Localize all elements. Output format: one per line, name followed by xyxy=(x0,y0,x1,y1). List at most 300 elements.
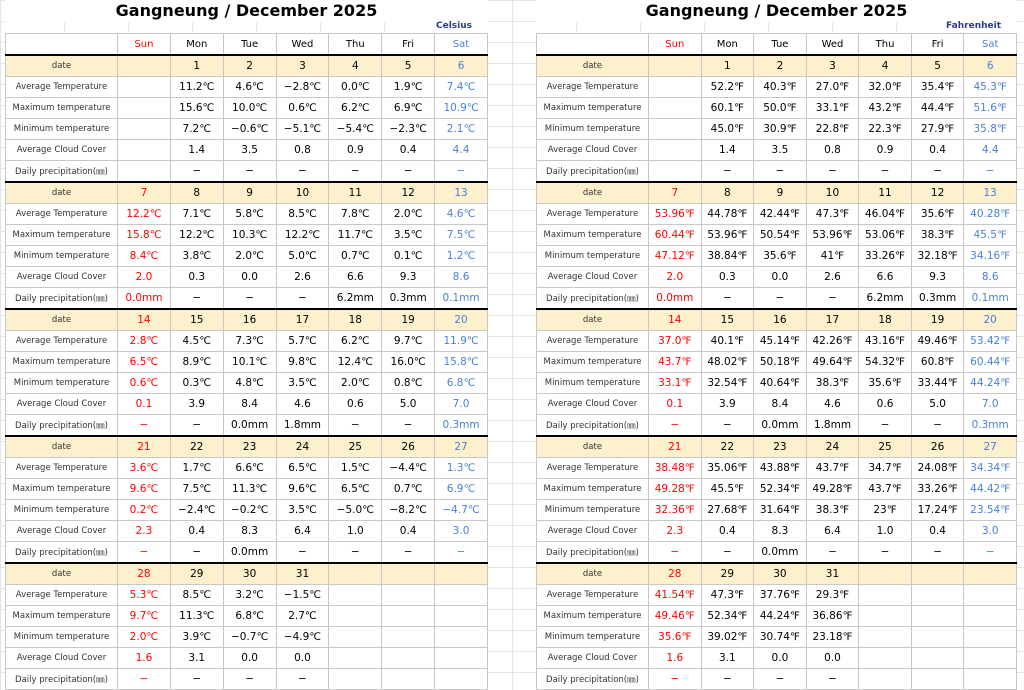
value-cell: 10.9℃ xyxy=(435,98,488,119)
value-cell: 10.0℃ xyxy=(223,98,276,119)
value-cell: − xyxy=(701,669,754,690)
value-cell: 38.3℉ xyxy=(911,225,964,246)
value-cell: 10.1℃ xyxy=(223,352,276,373)
value-cell: 7.5℃ xyxy=(435,225,488,246)
date-cell: 6 xyxy=(964,55,1017,77)
value-cell: 11.3℃ xyxy=(170,606,223,627)
min-temp-row xyxy=(537,246,1017,267)
value-cell: −2.3℃ xyxy=(382,119,435,140)
max-temp-row xyxy=(6,98,488,119)
value-cell: 0.0 xyxy=(276,648,329,669)
header-corner-cell xyxy=(6,34,118,56)
row-label: Minimum temperature xyxy=(6,373,118,394)
value-cell: 60.44℉ xyxy=(964,352,1017,373)
value-cell: 49.28℉ xyxy=(806,479,859,500)
value-cell: 6.6 xyxy=(859,267,912,288)
row-label: Maximum temperature xyxy=(537,98,649,119)
value-cell: − xyxy=(754,669,807,690)
value-cell: 32.18℉ xyxy=(911,246,964,267)
value-cell: 0.1 xyxy=(649,394,702,415)
weekday-header-cell: Sat xyxy=(964,34,1017,56)
date-cell: 21 xyxy=(649,436,702,458)
value-cell xyxy=(118,98,171,119)
value-cell: 44.24℉ xyxy=(754,606,807,627)
value-cell: 0.4 xyxy=(701,521,754,542)
value-cell: 2.0 xyxy=(118,267,171,288)
avg-temp-row xyxy=(537,77,1017,98)
date-cell: 29 xyxy=(701,563,754,585)
min-temp-row xyxy=(537,500,1017,521)
value-cell: 0.0mm xyxy=(118,288,171,310)
value-cell xyxy=(435,606,488,627)
value-cell: 6.9℃ xyxy=(382,98,435,119)
weekday-header-row xyxy=(6,34,488,56)
value-cell: 41.54℉ xyxy=(649,585,702,606)
row-label: Maximum temperature xyxy=(537,352,649,373)
value-cell: 0.4 xyxy=(911,521,964,542)
value-cell: 49.28℉ xyxy=(649,479,702,500)
value-cell: 6.8℃ xyxy=(223,606,276,627)
value-cell: − xyxy=(859,161,912,183)
value-cell: 0.7℃ xyxy=(382,479,435,500)
value-cell: − xyxy=(170,542,223,564)
row-label: Maximum temperature xyxy=(6,352,118,373)
value-cell: 6.4 xyxy=(806,521,859,542)
value-cell: 1.9℃ xyxy=(382,77,435,98)
value-cell: − xyxy=(118,669,171,690)
value-cell: 49.46℉ xyxy=(911,331,964,352)
date-cell: 29 xyxy=(170,563,223,585)
value-cell: − xyxy=(859,415,912,437)
value-cell: 50.54℉ xyxy=(754,225,807,246)
row-label: date xyxy=(6,309,118,331)
date-cell xyxy=(329,563,382,585)
weekday-header-cell: Mon xyxy=(170,34,223,56)
value-cell: 0.6 xyxy=(329,394,382,415)
value-cell: 0.0mm xyxy=(223,542,276,564)
min-temp-row xyxy=(537,119,1017,140)
value-cell: − xyxy=(329,415,382,437)
row-label: date xyxy=(537,55,649,77)
value-cell: 0.4 xyxy=(170,521,223,542)
max-temp-row xyxy=(537,606,1017,627)
value-cell: 40.3℉ xyxy=(754,77,807,98)
precipitation-row xyxy=(6,669,488,690)
value-cell: 3.5℃ xyxy=(276,500,329,521)
value-cell: 0.1 xyxy=(118,394,171,415)
cloud-cover-row xyxy=(6,648,488,669)
value-cell: 11.9℃ xyxy=(435,331,488,352)
value-cell: 0.2℃ xyxy=(118,500,171,521)
value-cell: 0.0mm xyxy=(649,288,702,310)
row-label: Maximum temperature xyxy=(6,98,118,119)
value-cell: 53.06℉ xyxy=(859,225,912,246)
value-cell xyxy=(649,77,702,98)
weekday-header-cell: Sun xyxy=(649,34,702,56)
value-cell: 1.3℃ xyxy=(435,458,488,479)
value-cell: 4.6 xyxy=(806,394,859,415)
value-cell: 7.2℃ xyxy=(170,119,223,140)
value-cell: 41℉ xyxy=(806,246,859,267)
value-cell: 12.2℃ xyxy=(276,225,329,246)
date-cell: 28 xyxy=(118,563,171,585)
value-cell xyxy=(964,669,1017,690)
max-temp-row xyxy=(6,352,488,373)
value-cell: − xyxy=(118,415,171,437)
date-cell: 1 xyxy=(701,55,754,77)
value-cell xyxy=(382,627,435,648)
value-cell: 33.44℉ xyxy=(911,373,964,394)
value-cell: 0.6℃ xyxy=(276,98,329,119)
value-cell: 3.1 xyxy=(170,648,223,669)
value-cell: − xyxy=(223,669,276,690)
value-cell xyxy=(859,669,912,690)
value-cell: 8.3 xyxy=(754,521,807,542)
value-cell: 3.0 xyxy=(435,521,488,542)
value-cell: 3.6℃ xyxy=(118,458,171,479)
value-cell: 40.1℉ xyxy=(701,331,754,352)
value-cell: − xyxy=(806,288,859,310)
date-cell: 20 xyxy=(435,309,488,331)
value-cell xyxy=(964,627,1017,648)
value-cell: 2.7℃ xyxy=(276,606,329,627)
value-cell: − xyxy=(170,669,223,690)
value-cell: − xyxy=(859,542,912,564)
value-cell: 53.96℉ xyxy=(649,204,702,225)
value-cell: 1.6 xyxy=(118,648,171,669)
value-cell: − xyxy=(806,542,859,564)
value-cell: 45.5℉ xyxy=(701,479,754,500)
value-cell: 35.6℉ xyxy=(649,627,702,648)
value-cell: 30.9℉ xyxy=(754,119,807,140)
date-cell: 30 xyxy=(223,563,276,585)
value-cell: 0.0 xyxy=(223,267,276,288)
date-cell: 17 xyxy=(276,309,329,331)
value-cell: 7.4℃ xyxy=(435,77,488,98)
value-cell xyxy=(911,669,964,690)
value-cell: − xyxy=(649,542,702,564)
date-cell: 16 xyxy=(223,309,276,331)
row-label: Minimum temperature xyxy=(537,627,649,648)
value-cell: 15.8℃ xyxy=(118,225,171,246)
value-cell: 1.8mm xyxy=(276,415,329,437)
value-cell: − xyxy=(276,288,329,310)
value-cell: − xyxy=(701,542,754,564)
row-label: Average Temperature xyxy=(537,331,649,352)
value-cell: 9.3 xyxy=(382,267,435,288)
value-cell: 16.0℃ xyxy=(382,352,435,373)
value-cell: 4.6℃ xyxy=(223,77,276,98)
value-cell: − xyxy=(701,288,754,310)
value-cell: 60.8℉ xyxy=(911,352,964,373)
date-cell: 20 xyxy=(964,309,1017,331)
value-cell: 24.08℉ xyxy=(911,458,964,479)
value-cell: 2.0℃ xyxy=(329,373,382,394)
precipitation-row xyxy=(6,161,488,183)
date-cell: 28 xyxy=(649,563,702,585)
date-row xyxy=(6,436,488,458)
value-cell: − xyxy=(754,161,807,183)
avg-temp-row xyxy=(6,585,488,606)
date-cell: 3 xyxy=(806,55,859,77)
value-cell: 53.42℉ xyxy=(964,331,1017,352)
value-cell xyxy=(911,627,964,648)
row-label: Average Cloud Cover xyxy=(537,394,649,415)
value-cell: 8.4℃ xyxy=(118,246,171,267)
value-cell: 0.3mm xyxy=(435,415,488,437)
value-cell: 38.84℉ xyxy=(701,246,754,267)
value-cell: 42.26℉ xyxy=(806,331,859,352)
date-row xyxy=(537,436,1017,458)
max-temp-row xyxy=(537,225,1017,246)
value-cell: − xyxy=(382,415,435,437)
value-cell: 11.2℃ xyxy=(170,77,223,98)
value-cell: 11.3℃ xyxy=(223,479,276,500)
value-cell: 52.2℉ xyxy=(701,77,754,98)
date-row xyxy=(537,563,1017,585)
row-label: Maximum temperature xyxy=(537,606,649,627)
date-cell: 7 xyxy=(649,182,702,204)
value-cell: 34.34℉ xyxy=(964,458,1017,479)
value-cell: 40.28℉ xyxy=(964,204,1017,225)
value-cell: − xyxy=(964,542,1017,564)
max-temp-row xyxy=(537,352,1017,373)
value-cell: 43.7℉ xyxy=(649,352,702,373)
value-cell: 32.36℉ xyxy=(649,500,702,521)
value-cell: 23.54℉ xyxy=(964,500,1017,521)
value-cell: 1.6 xyxy=(649,648,702,669)
value-cell: 47.12℉ xyxy=(649,246,702,267)
row-label: Maximum temperature xyxy=(6,606,118,627)
value-cell: 5.7℃ xyxy=(276,331,329,352)
weekday-header-row xyxy=(537,34,1017,56)
value-cell: 0.3mm xyxy=(382,288,435,310)
date-cell: 6 xyxy=(435,55,488,77)
date-cell: 13 xyxy=(964,182,1017,204)
date-cell: 1 xyxy=(170,55,223,77)
row-label: Average Cloud Cover xyxy=(537,267,649,288)
date-cell: 25 xyxy=(329,436,382,458)
fahrenheit-panel xyxy=(536,0,1017,685)
value-cell: 2.8℃ xyxy=(118,331,171,352)
value-cell: 0.8 xyxy=(806,140,859,161)
value-cell: 3.9 xyxy=(701,394,754,415)
precipitation-row xyxy=(537,288,1017,310)
row-label: Daily precipitation(㎜) xyxy=(537,415,649,437)
value-cell: 0.0 xyxy=(754,267,807,288)
value-cell xyxy=(649,140,702,161)
value-cell: −8.2℃ xyxy=(382,500,435,521)
value-cell: 32.0℉ xyxy=(859,77,912,98)
date-cell: 24 xyxy=(806,436,859,458)
fahrenheit-table xyxy=(536,33,1017,690)
row-label: Average Temperature xyxy=(537,204,649,225)
date-cell: 19 xyxy=(382,309,435,331)
value-cell: 8.4 xyxy=(223,394,276,415)
value-cell: 2.0℃ xyxy=(118,627,171,648)
value-cell: 43.2℉ xyxy=(859,98,912,119)
value-cell: 7.8℃ xyxy=(329,204,382,225)
value-cell: 12.2℃ xyxy=(170,225,223,246)
date-cell: 2 xyxy=(754,55,807,77)
avg-temp-row xyxy=(537,458,1017,479)
date-cell: 8 xyxy=(170,182,223,204)
cloud-cover-row xyxy=(6,521,488,542)
row-label: Daily precipitation(㎜) xyxy=(537,542,649,564)
header-corner-cell xyxy=(537,34,649,56)
value-cell: 6.6 xyxy=(329,267,382,288)
row-label: Maximum temperature xyxy=(537,225,649,246)
min-temp-row xyxy=(6,500,488,521)
value-cell xyxy=(964,606,1017,627)
precipitation-row xyxy=(537,669,1017,690)
value-cell: 7.0 xyxy=(964,394,1017,415)
value-cell: 35.8℉ xyxy=(964,119,1017,140)
value-cell: 23℉ xyxy=(859,500,912,521)
avg-temp-row xyxy=(6,77,488,98)
date-cell: 4 xyxy=(859,55,912,77)
value-cell: − xyxy=(435,161,488,183)
value-cell xyxy=(911,648,964,669)
cloud-cover-row xyxy=(537,394,1017,415)
date-cell xyxy=(964,563,1017,585)
date-cell: 18 xyxy=(329,309,382,331)
value-cell: 33.26℉ xyxy=(859,246,912,267)
value-cell xyxy=(911,606,964,627)
date-cell: 23 xyxy=(754,436,807,458)
row-label: Average Cloud Cover xyxy=(6,521,118,542)
fahrenheit-unit-label: Fahrenheit xyxy=(946,21,1001,31)
value-cell xyxy=(859,648,912,669)
value-cell: − xyxy=(276,161,329,183)
value-cell: 35.6℉ xyxy=(859,373,912,394)
row-label: Maximum temperature xyxy=(6,479,118,500)
date-cell xyxy=(382,563,435,585)
row-label: Maximum temperature xyxy=(537,479,649,500)
row-label: date xyxy=(6,182,118,204)
value-cell: 44.42℉ xyxy=(964,479,1017,500)
date-cell xyxy=(649,55,702,77)
row-label: Daily precipitation(㎜) xyxy=(6,669,118,690)
value-cell: 6.2℃ xyxy=(329,98,382,119)
date-cell: 31 xyxy=(806,563,859,585)
cloud-cover-row xyxy=(6,267,488,288)
date-row xyxy=(537,182,1017,204)
row-label: Daily precipitation(㎜) xyxy=(537,161,649,183)
value-cell: 9.8℃ xyxy=(276,352,329,373)
value-cell: 52.34℉ xyxy=(701,606,754,627)
date-cell: 13 xyxy=(435,182,488,204)
value-cell: 5.8℃ xyxy=(223,204,276,225)
row-label: Average Cloud Cover xyxy=(6,648,118,669)
value-cell: 6.6℃ xyxy=(223,458,276,479)
value-cell xyxy=(329,627,382,648)
value-cell xyxy=(118,161,171,183)
cloud-cover-row xyxy=(537,521,1017,542)
value-cell: −0.7℃ xyxy=(223,627,276,648)
weekday-header-cell: Wed xyxy=(276,34,329,56)
max-temp-row xyxy=(6,225,488,246)
value-cell: 2.1℃ xyxy=(435,119,488,140)
value-cell: 0.0mm xyxy=(754,542,807,564)
value-cell: 6.8℃ xyxy=(435,373,488,394)
value-cell: 43.7℉ xyxy=(859,479,912,500)
value-cell: 3.5℃ xyxy=(382,225,435,246)
value-cell: − xyxy=(276,542,329,564)
value-cell: 49.46℉ xyxy=(649,606,702,627)
fahrenheit-title: Gangneung / December 2025 xyxy=(536,0,1017,22)
value-cell: − xyxy=(649,415,702,437)
value-cell: 39.02℉ xyxy=(701,627,754,648)
date-cell: 26 xyxy=(382,436,435,458)
date-cell: 23 xyxy=(223,436,276,458)
value-cell: 0.6℃ xyxy=(118,373,171,394)
value-cell: 43.16℉ xyxy=(859,331,912,352)
precipitation-row xyxy=(6,542,488,564)
row-label: Average Cloud Cover xyxy=(537,521,649,542)
value-cell: 8.5℃ xyxy=(276,204,329,225)
row-label: Daily precipitation(㎜) xyxy=(6,161,118,183)
value-cell: 50.0℉ xyxy=(754,98,807,119)
value-cell xyxy=(435,627,488,648)
row-label: Minimum temperature xyxy=(6,500,118,521)
date-cell: 17 xyxy=(806,309,859,331)
value-cell: 2.0℃ xyxy=(223,246,276,267)
value-cell: 0.3℃ xyxy=(170,373,223,394)
value-cell: −4.7℃ xyxy=(435,500,488,521)
date-row xyxy=(537,55,1017,77)
value-cell: 4.4 xyxy=(964,140,1017,161)
value-cell: 11.7℃ xyxy=(329,225,382,246)
value-cell: 6.2mm xyxy=(859,288,912,310)
value-cell: 7.0 xyxy=(435,394,488,415)
value-cell: − xyxy=(382,161,435,183)
precipitation-row xyxy=(537,542,1017,564)
value-cell: 47.3℉ xyxy=(701,585,754,606)
value-cell: 49.64℉ xyxy=(806,352,859,373)
value-cell: 22.3℉ xyxy=(859,119,912,140)
value-cell: 29.3℉ xyxy=(806,585,859,606)
row-label: Minimum temperature xyxy=(537,246,649,267)
max-temp-row xyxy=(537,98,1017,119)
value-cell: 35.6℉ xyxy=(754,246,807,267)
cloud-cover-row xyxy=(537,267,1017,288)
value-cell: −5.1℃ xyxy=(276,119,329,140)
row-label: Average Temperature xyxy=(6,77,118,98)
value-cell: 45.5℉ xyxy=(964,225,1017,246)
value-cell: 38.3℉ xyxy=(806,373,859,394)
max-temp-row xyxy=(537,479,1017,500)
row-label: Minimum temperature xyxy=(6,119,118,140)
value-cell: 0.9 xyxy=(859,140,912,161)
value-cell: − xyxy=(170,415,223,437)
row-label: Average Temperature xyxy=(6,204,118,225)
value-cell: − xyxy=(701,415,754,437)
date-cell: 15 xyxy=(170,309,223,331)
row-label: Average Cloud Cover xyxy=(537,648,649,669)
value-cell: 31.64℉ xyxy=(754,500,807,521)
value-cell: 6.5℃ xyxy=(329,479,382,500)
date-cell: 25 xyxy=(859,436,912,458)
min-temp-row xyxy=(6,373,488,394)
celsius-table xyxy=(5,33,488,690)
value-cell: −5.4℃ xyxy=(329,119,382,140)
max-temp-row xyxy=(6,606,488,627)
value-cell xyxy=(649,98,702,119)
value-cell: 0.9 xyxy=(329,140,382,161)
value-cell: 47.3℉ xyxy=(806,204,859,225)
value-cell: 8.3 xyxy=(223,521,276,542)
